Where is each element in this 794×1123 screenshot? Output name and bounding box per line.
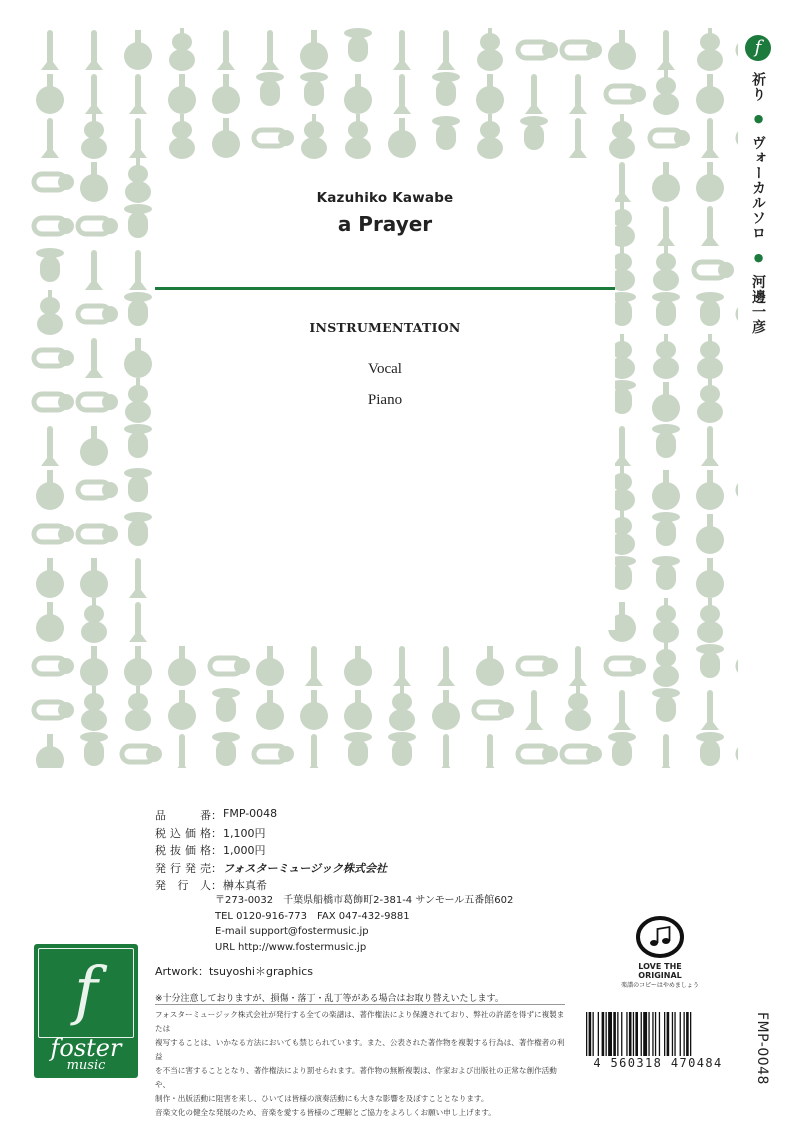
info-sep: ： bbox=[211, 844, 222, 857]
info-sep: ： bbox=[211, 809, 222, 822]
replacement-notice: ※十分注意しておりますが、損傷・落丁・乱丁等がある場合はお取り替えいたします。 bbox=[155, 994, 504, 1004]
email[interactable]: E-mail support@fostermusic.jp bbox=[215, 926, 369, 937]
instrumentation-list bbox=[155, 354, 615, 416]
lto-subtitle: 楽譜のコピーはやめましょう bbox=[621, 982, 699, 989]
barcode-digits: 4 560318 470484 bbox=[580, 1056, 736, 1070]
title-panel bbox=[155, 160, 615, 630]
info-key: 品番 bbox=[155, 809, 211, 822]
artwork-credit: Artwork：tsuyoshi＊graphics bbox=[155, 965, 314, 978]
spine-composer-ja: 河邊一彦 bbox=[750, 274, 766, 335]
barcode bbox=[580, 1012, 736, 1070]
publication-info bbox=[155, 807, 387, 895]
info-row bbox=[155, 860, 387, 878]
publisher-name: フォスターミュージック株式会社 bbox=[223, 861, 388, 875]
copyright-notice bbox=[155, 1008, 565, 1120]
info-value: 1,000円 bbox=[223, 844, 266, 857]
instrument-item: Vocal bbox=[368, 361, 402, 377]
info-sep: ： bbox=[211, 879, 222, 892]
bullet-icon: ● bbox=[752, 111, 765, 126]
spine-title bbox=[748, 72, 768, 335]
spine-product-code: FMP-0048 bbox=[754, 1012, 770, 1085]
info-value: 榊本真希 bbox=[223, 879, 267, 892]
logo-letter: f bbox=[38, 948, 134, 1038]
logo-word-foster: foster bbox=[50, 1034, 122, 1062]
instrument-item: Piano bbox=[367, 392, 403, 408]
lto-title: LOVE THE ORIGINAL bbox=[638, 962, 682, 980]
info-key: 税込価格 bbox=[155, 826, 211, 840]
publisher-contact bbox=[215, 893, 513, 955]
info-key: 発行発売 bbox=[155, 861, 211, 875]
piece-title: a Prayer bbox=[337, 212, 433, 236]
divider bbox=[155, 1004, 565, 1005]
composer-name: Kazuhiko Kawabe bbox=[316, 190, 454, 206]
copyright-line: 制作・出版活動に阻害を来し、ひいては皆様の演奏活動にも大きな影響を及ぼすこととなります。 bbox=[155, 1094, 489, 1103]
foster-music-logo bbox=[34, 944, 138, 1078]
spine-ensemble-ja: ヴォーカルソロ bbox=[750, 135, 766, 241]
copyright-line: フォスターミュージック株式会社が発行する全ての楽譜は、著作権法により保護されており、弊社の許諾を得ずに複製または bbox=[155, 1010, 565, 1033]
copyright-line: 複写することは、いかなる方法においても禁じられています。また、公表された著作物を複製する行為は、著作権者の利益 bbox=[155, 1038, 565, 1061]
info-row bbox=[155, 807, 387, 825]
info-sep: ： bbox=[211, 826, 222, 840]
love-the-original-mark bbox=[618, 915, 702, 989]
info-row bbox=[155, 877, 387, 895]
bullet-icon: ● bbox=[752, 250, 765, 265]
logo-word-music: music bbox=[66, 1058, 106, 1073]
phone-fax: TEL 0120-916-773 FAX 047-432-9881 bbox=[215, 910, 410, 922]
spine-title-ja: 祈り bbox=[750, 72, 766, 102]
info-row bbox=[155, 825, 387, 843]
copyright-line: を不当に害することとなり、著作権法により罰せられます。著作物の無断複製は、作家および出版社の正常な創作活動や、 bbox=[155, 1066, 557, 1089]
info-value: FMP-0048 bbox=[223, 807, 278, 820]
info-value: 1,100円 bbox=[223, 826, 266, 840]
info-row bbox=[155, 842, 387, 860]
instrumentation-heading: INSTRUMENTATION bbox=[309, 320, 461, 335]
address: 〒273-0032 千葉県船橋市葛飾町2-381-4 サンモール五番館602 bbox=[215, 895, 514, 906]
info-key: 発行人 bbox=[155, 879, 211, 892]
divider-rule bbox=[155, 287, 615, 290]
music-note-oval-icon bbox=[635, 915, 685, 959]
info-sep: ： bbox=[211, 861, 222, 875]
foster-small-logo-icon: f bbox=[745, 35, 771, 61]
info-key: 税抜価格 bbox=[155, 844, 211, 857]
copyright-line: 音楽文化の健全な発展のため、音楽を愛する皆様のご理解とご協力をよろしくお願い申し上げます。 bbox=[155, 1108, 496, 1117]
website-url[interactable]: URL http://www.fostermusic.jp bbox=[215, 941, 367, 953]
